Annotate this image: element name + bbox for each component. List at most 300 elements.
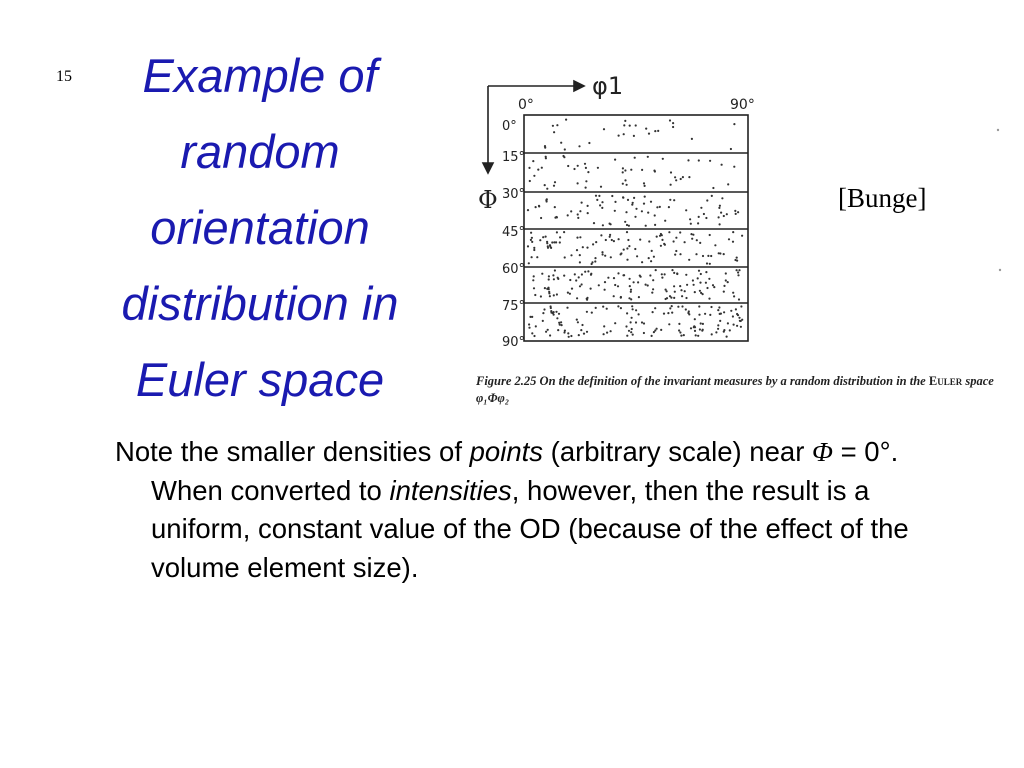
random-point — [614, 284, 616, 286]
random-point — [571, 288, 573, 290]
random-point — [592, 243, 594, 245]
random-point — [602, 253, 604, 255]
random-point — [533, 247, 535, 249]
random-point — [631, 328, 633, 330]
random-point — [555, 216, 557, 218]
random-point — [709, 160, 711, 162]
random-point — [681, 305, 683, 307]
random-point — [669, 295, 671, 297]
random-point — [710, 306, 712, 308]
random-point — [639, 275, 641, 277]
random-point — [632, 334, 634, 336]
random-point — [573, 168, 575, 170]
random-point — [641, 169, 643, 171]
random-point — [688, 259, 690, 261]
random-point — [549, 334, 551, 336]
random-point — [660, 329, 662, 331]
random-point — [613, 295, 615, 297]
random-point — [673, 240, 675, 242]
random-point — [528, 167, 530, 169]
random-point — [708, 278, 710, 280]
random-point — [579, 261, 581, 263]
random-point — [581, 202, 583, 204]
random-point — [705, 217, 707, 219]
random-point — [655, 269, 657, 271]
random-point — [679, 231, 681, 233]
random-point — [584, 163, 586, 165]
body-text: (arbitrary scale) near — [543, 436, 812, 467]
random-point — [611, 195, 613, 197]
random-point — [690, 233, 692, 235]
random-point — [546, 198, 548, 200]
body-text: = 0°. When converted to — [151, 436, 899, 506]
random-point — [629, 285, 631, 287]
random-point — [617, 305, 619, 307]
random-point — [698, 305, 700, 307]
random-point — [554, 181, 556, 183]
random-point — [732, 315, 734, 317]
body-emphasis: points — [469, 436, 544, 467]
random-point — [604, 281, 606, 283]
random-point — [679, 253, 681, 255]
random-point — [667, 312, 669, 314]
side-tick: 75° — [502, 299, 526, 314]
random-point — [634, 157, 636, 159]
slide-title — [60, 38, 460, 418]
random-point — [591, 263, 593, 265]
random-point — [664, 220, 666, 222]
random-point — [706, 287, 708, 289]
random-point — [690, 327, 692, 329]
random-point — [678, 329, 680, 331]
random-point — [725, 272, 727, 274]
random-point — [626, 335, 628, 337]
random-point — [654, 130, 656, 132]
random-point — [669, 119, 671, 121]
random-point — [647, 156, 649, 158]
random-point — [601, 251, 603, 253]
random-point — [654, 329, 656, 331]
random-point — [660, 245, 662, 247]
random-point — [564, 256, 566, 258]
random-point — [638, 313, 640, 315]
random-point — [576, 297, 578, 299]
random-point — [528, 262, 530, 264]
speck — [997, 129, 999, 131]
random-point — [530, 239, 532, 241]
random-point — [651, 250, 653, 252]
random-point — [712, 187, 714, 189]
random-point — [559, 236, 561, 238]
random-point — [551, 241, 553, 243]
random-point — [587, 212, 589, 214]
random-point — [588, 142, 590, 144]
random-point — [630, 331, 632, 333]
random-point — [719, 320, 721, 322]
random-point — [693, 284, 695, 286]
random-point — [639, 239, 641, 241]
random-point — [586, 311, 588, 313]
random-point — [723, 253, 725, 255]
random-point — [688, 176, 690, 178]
random-point — [649, 274, 651, 276]
random-point — [645, 225, 647, 227]
random-point — [654, 307, 656, 309]
random-point — [740, 320, 742, 322]
random-point — [670, 171, 672, 173]
random-point — [554, 269, 556, 271]
random-point — [733, 295, 735, 297]
random-point — [579, 210, 581, 212]
random-point — [552, 274, 554, 276]
random-point — [736, 260, 738, 262]
random-point — [704, 313, 706, 315]
random-point — [569, 293, 571, 295]
random-point — [673, 297, 675, 299]
random-point — [553, 314, 555, 316]
random-point — [557, 277, 559, 279]
random-point — [560, 142, 562, 144]
random-point — [556, 293, 558, 295]
random-point — [641, 321, 643, 323]
random-point — [532, 160, 534, 162]
random-point — [631, 317, 633, 319]
random-point — [581, 283, 583, 285]
random-point — [735, 308, 737, 310]
phi-symbol: Φ — [812, 436, 833, 467]
random-point — [709, 314, 711, 316]
random-point — [570, 210, 572, 212]
random-point — [661, 277, 663, 279]
random-point — [613, 240, 615, 242]
random-point — [570, 335, 572, 337]
random-point — [559, 241, 561, 243]
body-paragraph — [115, 433, 911, 587]
random-point — [696, 239, 698, 241]
random-point — [740, 326, 742, 328]
euler-space-diagram — [468, 70, 1008, 370]
random-point — [566, 307, 568, 309]
random-point — [654, 214, 656, 216]
random-point — [685, 274, 687, 276]
random-point — [567, 292, 569, 294]
random-point — [584, 271, 586, 273]
random-point — [531, 332, 533, 334]
random-point — [614, 322, 616, 324]
random-point — [692, 234, 694, 236]
random-point — [567, 165, 569, 167]
random-point — [635, 321, 637, 323]
random-point — [732, 241, 734, 243]
random-point — [532, 279, 534, 281]
random-point — [544, 287, 546, 289]
random-point — [579, 236, 581, 238]
random-point — [626, 259, 628, 261]
random-point — [609, 223, 611, 225]
random-point — [627, 239, 629, 241]
random-point — [545, 236, 547, 238]
random-point — [683, 334, 685, 336]
random-point — [661, 273, 663, 275]
random-point — [604, 289, 606, 291]
random-point — [703, 213, 705, 215]
random-point — [727, 183, 729, 185]
random-point — [645, 284, 647, 286]
random-point — [672, 126, 674, 128]
random-point — [659, 206, 661, 208]
random-point — [656, 328, 658, 330]
random-point — [622, 197, 624, 199]
title-line: Euler space — [135, 353, 385, 406]
random-point — [587, 205, 589, 207]
random-point — [626, 184, 628, 186]
random-point — [600, 234, 602, 236]
random-point — [557, 329, 559, 331]
random-point — [587, 171, 589, 173]
random-point — [576, 249, 578, 251]
random-point — [672, 122, 674, 124]
random-point — [562, 155, 564, 157]
random-point — [706, 199, 708, 201]
random-point — [698, 270, 700, 272]
random-point — [630, 291, 632, 293]
random-point — [680, 289, 682, 291]
random-point — [527, 209, 529, 211]
random-point — [689, 218, 691, 220]
random-point — [541, 167, 543, 169]
random-point — [602, 224, 604, 226]
random-point — [614, 159, 616, 161]
random-point — [595, 195, 597, 197]
random-point — [536, 256, 538, 258]
euler-box — [524, 115, 748, 341]
random-point — [737, 274, 739, 276]
random-point — [534, 294, 536, 296]
random-point — [671, 312, 673, 314]
random-point — [723, 291, 725, 293]
source-citation: [Bunge] — [838, 183, 927, 213]
random-point — [727, 322, 729, 324]
random-point — [544, 184, 546, 186]
random-point — [578, 145, 580, 147]
random-point — [697, 277, 699, 279]
random-point — [622, 167, 624, 169]
random-point — [707, 255, 709, 257]
random-point — [622, 171, 624, 173]
random-point — [586, 299, 588, 301]
random-point — [675, 179, 677, 181]
body-emphasis: intensities — [389, 474, 512, 506]
random-point — [737, 211, 739, 213]
random-point — [715, 331, 717, 333]
side-tick: 15° — [502, 150, 526, 165]
random-point — [624, 120, 626, 122]
random-point — [603, 333, 605, 335]
random-point — [556, 124, 558, 126]
random-point — [625, 211, 627, 213]
phi-label: Φ — [478, 186, 498, 214]
random-point — [664, 273, 666, 275]
random-point — [553, 278, 555, 280]
random-point — [643, 322, 645, 324]
random-point — [673, 272, 675, 274]
random-point — [636, 255, 638, 257]
random-point — [577, 165, 579, 167]
random-point — [698, 216, 700, 218]
random-point — [668, 323, 670, 325]
random-point — [563, 275, 565, 277]
random-point — [622, 183, 624, 185]
title-line: distribution in — [121, 277, 399, 330]
side-tick: 45° — [502, 225, 526, 240]
random-point — [542, 236, 544, 238]
random-point — [587, 270, 589, 272]
random-point — [628, 225, 630, 227]
random-point — [684, 290, 686, 292]
random-point — [540, 295, 542, 297]
random-point — [663, 313, 665, 315]
random-point — [540, 217, 542, 219]
random-point — [554, 206, 556, 208]
random-point — [614, 201, 616, 203]
random-point — [738, 317, 740, 319]
random-point — [670, 184, 672, 186]
random-point — [598, 284, 600, 286]
random-point — [650, 201, 652, 203]
random-point — [706, 262, 708, 264]
random-point — [618, 238, 620, 240]
random-point — [575, 279, 577, 281]
random-point — [717, 324, 719, 326]
random-point — [666, 290, 668, 292]
random-point — [576, 237, 578, 239]
random-point — [535, 206, 537, 208]
random-point — [699, 242, 701, 244]
random-point — [673, 285, 675, 287]
random-point — [634, 248, 636, 250]
random-point — [738, 298, 740, 300]
random-point — [635, 309, 637, 311]
random-point — [664, 244, 666, 246]
random-point — [705, 271, 707, 273]
random-point — [579, 285, 581, 287]
random-point — [697, 222, 699, 224]
random-point — [654, 170, 656, 172]
random-point — [628, 330, 630, 332]
random-point — [713, 286, 715, 288]
random-point — [601, 201, 603, 203]
random-point — [647, 212, 649, 214]
random-point — [652, 288, 654, 290]
random-point — [577, 182, 579, 184]
random-point — [656, 236, 658, 238]
random-point — [618, 135, 620, 137]
random-point — [574, 273, 576, 275]
random-point — [617, 285, 619, 287]
random-point — [702, 323, 704, 325]
random-point — [585, 187, 587, 189]
random-point — [729, 329, 731, 331]
random-point — [679, 331, 681, 333]
random-point — [586, 331, 588, 333]
random-point — [609, 236, 611, 238]
random-point — [719, 313, 721, 315]
random-point — [650, 260, 652, 262]
phi-arrowhead — [483, 163, 493, 173]
random-point — [617, 272, 619, 274]
random-point — [538, 205, 540, 207]
top-tick-left: 0° — [518, 97, 534, 113]
random-point — [564, 330, 566, 332]
random-point — [620, 253, 622, 255]
random-point — [623, 133, 625, 135]
random-point — [661, 239, 663, 241]
random-point — [626, 224, 628, 226]
random-point — [553, 131, 555, 133]
random-point — [548, 292, 550, 294]
random-point — [657, 130, 659, 132]
random-point — [734, 210, 736, 212]
random-point — [559, 324, 561, 326]
random-point — [567, 214, 569, 216]
random-point — [599, 204, 601, 206]
random-point — [620, 307, 622, 309]
random-point — [529, 180, 531, 182]
random-point — [736, 313, 738, 315]
random-point — [676, 272, 678, 274]
random-point — [555, 311, 557, 313]
random-point — [567, 332, 569, 334]
random-point — [641, 210, 643, 212]
random-point — [585, 167, 587, 169]
random-point — [550, 307, 552, 309]
random-point — [547, 329, 549, 331]
random-point — [675, 237, 677, 239]
random-point — [685, 308, 687, 310]
random-point — [583, 333, 585, 335]
random-point — [622, 274, 624, 276]
random-point — [533, 275, 535, 277]
random-point — [625, 325, 627, 327]
random-point — [717, 309, 719, 311]
random-point — [541, 273, 543, 275]
random-point — [709, 263, 711, 265]
random-point — [542, 312, 544, 314]
random-point — [711, 333, 713, 335]
random-point — [633, 281, 635, 283]
random-point — [718, 216, 720, 218]
random-point — [700, 273, 702, 275]
random-point — [671, 269, 673, 271]
random-point — [609, 234, 611, 236]
random-point — [673, 199, 675, 201]
random-point — [737, 271, 739, 273]
random-point — [631, 305, 633, 307]
random-point — [528, 323, 530, 325]
random-point — [733, 324, 735, 326]
random-point — [596, 199, 598, 201]
random-point — [666, 297, 668, 299]
random-point — [708, 298, 710, 300]
random-point — [735, 213, 737, 215]
random-point — [604, 255, 606, 257]
random-point — [555, 241, 557, 243]
random-point — [533, 335, 535, 337]
random-point — [563, 331, 565, 333]
random-point — [694, 330, 696, 332]
random-point — [730, 148, 732, 150]
side-tick: 0° — [502, 119, 517, 134]
